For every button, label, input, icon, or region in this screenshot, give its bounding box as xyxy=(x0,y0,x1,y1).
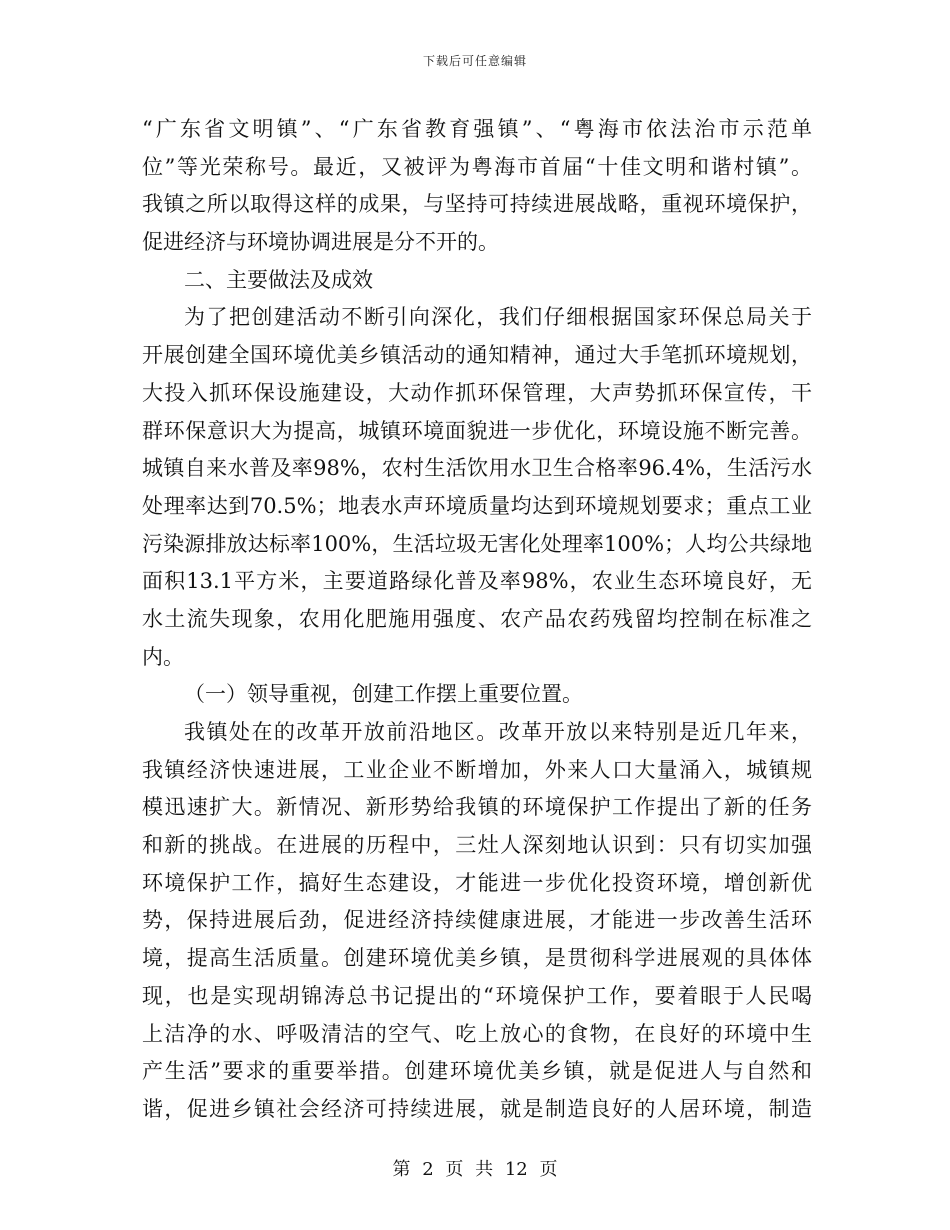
page-header: 下载后可任意编辑 xyxy=(422,54,527,68)
text-line: 面积13.1平方米，主要道路绿化普及率98%，农业生态环境良好，无 xyxy=(142,569,812,594)
text-line: 污染源排放达标率100%，生活垃圾无害化处理率100%；人均公共绿地 xyxy=(142,531,812,556)
text-line: 上洁净的水、呼吸清洁的空气、吃上放心的食物，在良好的环境中生 xyxy=(142,1021,812,1046)
text-line: 模迅速扩大。新情况、新形势给我镇的环境保护工作提出了新的任务 xyxy=(142,795,812,820)
text-line: “广东省文明镇”、“广东省教育强镇”、“粤海市依法治市示范单 xyxy=(142,117,812,141)
text-line: 内。 xyxy=(142,644,184,669)
text-line: （一）领导重视，创建工作摆上重要位置。 xyxy=(184,682,583,707)
text-line: 水土流失现象，农用化肥施用强度、农产品农药残留均控制在标准之 xyxy=(142,606,812,631)
text-line: 城镇自来水普及率98%，农村生活饮用水卫生合格率96.4%，生活污水 xyxy=(142,456,812,481)
text-line: 我镇经济快速进展，工业企业不断增加，外来人口大量涌入，城镇规 xyxy=(142,757,812,782)
text-line: 位”等光荣称号。最近，又被评为粤海市首届“十佳文明和谐村镇”。 xyxy=(142,154,812,179)
text-line: 为了把创建活动不断引向深化，我们仔细根据国家环保总局关于 xyxy=(184,305,812,330)
text-line: 群环保意识大为提高，城镇环境面貌进一步优化，环境设施不断完善。 xyxy=(142,418,812,443)
text-line: 我镇之所以取得这样的成果，与坚持可持续进展战略，重视环境保护， xyxy=(142,192,812,217)
text-line: 谐，促进乡镇社会经济可持续进展，就是制造良好的人居环境，制造 xyxy=(142,1096,812,1121)
text-line: 开展创建全国环境优美乡镇活动的通知精神，通过大手笔抓环境规划， xyxy=(142,343,812,368)
text-line: 环境保护工作，搞好生态建设，才能进一步优化投资环境，增创新优 xyxy=(142,870,812,895)
text-line: 二、主要做法及成效 xyxy=(184,267,373,292)
text-line: 处理率达到70.5%；地表水声环境质量均达到环境规划要求；重点工业 xyxy=(142,493,812,518)
text-line: 势，保持进展后劲，促进经济持续健康进展，才能进一步改善生活环 xyxy=(142,908,812,933)
text-line: 现，也是实现胡锦涛总书记提出的“环境保护工作，要着眼于人民喝 xyxy=(142,983,812,1008)
text-line: 产生活”要求的重要举措。创建环境优美乡镇，就是促进人与自然和 xyxy=(142,1059,812,1084)
text-line: 境，提高生活质量。创建环境优美乡镇，是贯彻科学进展观的具体体 xyxy=(142,946,812,971)
text-line: 大投入抓环保设施建设，大动作抓环保管理，大声势抓环保宣传，干 xyxy=(142,380,812,405)
document-body xyxy=(142,111,812,1129)
text-line: 促进经济与环境协调进展是分不开的。 xyxy=(142,230,499,255)
page-footer: 第 2 页 共 12 页 xyxy=(392,1159,558,1180)
text-line: 和新的挑战。在进展的历程中，三灶人深刻地认识到：只有切实加强 xyxy=(142,833,812,858)
text-line: 我镇处在的改革开放前沿地区。改革开放以来特别是近几年来， xyxy=(184,720,812,744)
